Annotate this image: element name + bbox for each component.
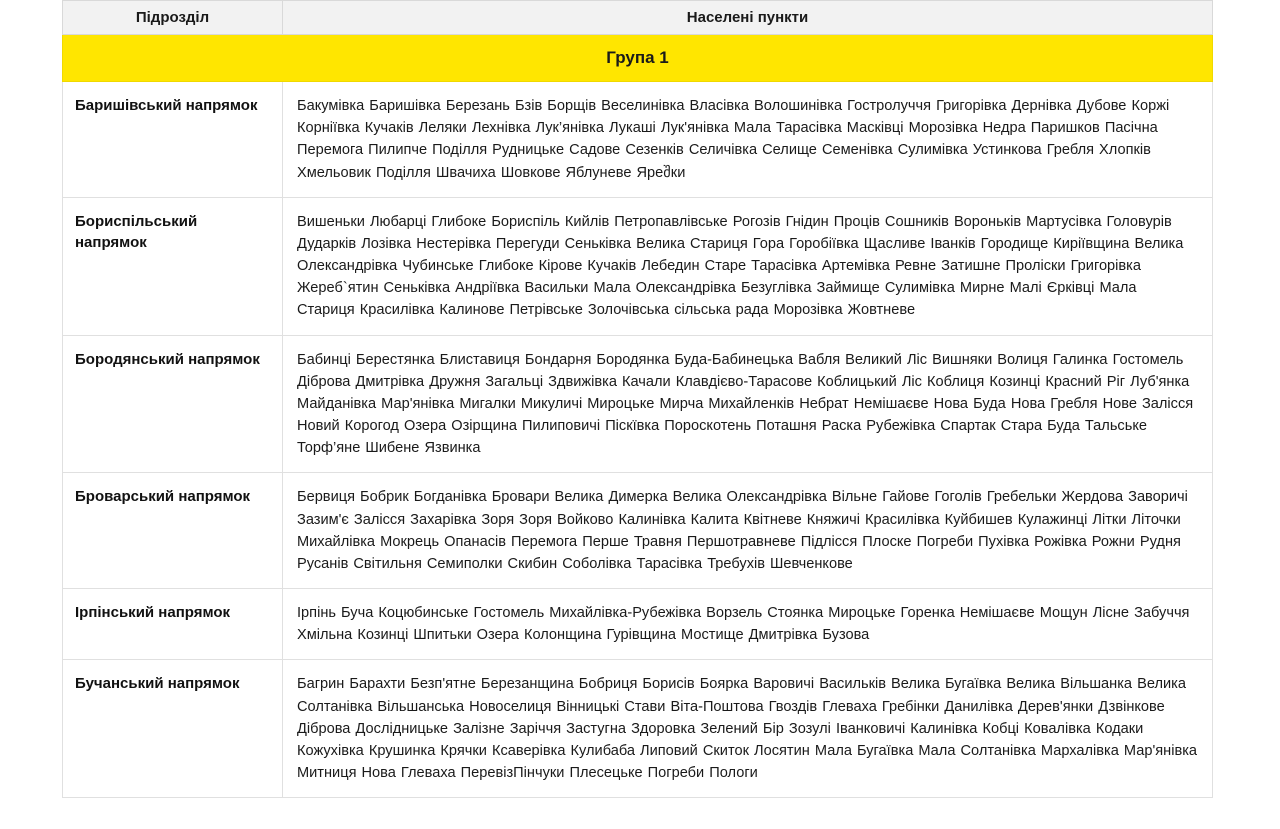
table-row — [63, 335, 1213, 473]
table-row — [63, 473, 1213, 589]
group-banner-row — [63, 35, 1213, 82]
table-header-row — [63, 1, 1213, 35]
unit-name: Броварський напрямок — [63, 473, 283, 589]
settlements-list: Бервиця Бобрик Богданівка Бровари Велика Димерка Велика Олександрівка Вільне Гайове Гоголів Гребельки Жердова Заворичі Зазим'є Залісся Захарівка Зоря Зоря Войково Калинівка Калита Квітневе Княжичі Красилівка Куйбишев Кулажинці Літки Літочки Михайлівка Мокрець Опанасів Перемога Перше Травня Першотравневе Підлісся Плоске Погреби Пухівка Рожівка Рожни Рудня Русанів Світильня Семиполки Скибин Соболівка Тарасівка Требухів Шевченкове — [283, 473, 1213, 589]
table-row — [63, 197, 1213, 335]
unit-name: Бородянський напрямок — [63, 335, 283, 473]
settlements-list: Ірпінь Буча Коцюбинське Гостомель Михайлівка-Рубежівка Ворзель Стоянка Мироцьке Горенка Немішаєве Мощун Лісне Забуччя Хмільна Козинці Шпитьки Озера Колонщина Гурівщина Мостище Дмитрівка Бузова — [283, 589, 1213, 660]
settlements-list: Бакумівка Баришівка Березань Бзів Борщів Веселинівка Власівка Волошинівка Гостролуччя Григорівка Дернівка Дубове Коржі Корніївка Кучаків Леляки Лехнівка Лук’янівка Лукаші Лук'янівка Мала Тарасівка Масківці Морозівка Недра Паришков Пасічна Перемога Пилипче Поділля Рудницьке Садове Сезенків Селичівка Селище Семенівка Сулимівка Устинкова Гребля Хлопків Хмельовик Поділля Швачиха Шовкове Яблуневе Яреშки — [283, 82, 1213, 198]
table-body — [63, 35, 1213, 798]
unit-name: Бучанський напрямок — [63, 660, 283, 798]
column-header-places: Населені пункти — [283, 1, 1213, 35]
table-row — [63, 660, 1213, 798]
group-banner-label: Група 1 — [63, 35, 1213, 82]
table-row — [63, 589, 1213, 660]
table-header — [63, 1, 1213, 35]
table-row — [63, 82, 1213, 198]
unit-name: Бориспільський напрямок — [63, 197, 283, 335]
settlements-table — [62, 0, 1213, 798]
settlements-list: Бабинці Берестянка Блиставиця Бондарня Бородянка Буда-Бабинецька Вабля Великий Ліс Вишняки Волиця Галинка Гостомель Діброва Дмитрівка Дружня Загальці Здвижівка Качали Клавдієво-Тарасове Коблицький Ліс Коблиця Козинці Красний Ріг Луб'янка Майданівка Мар'янівка Мигалки Микуличі Мироцьке Мирча Михайленків Небрат Немішаєве Нова Буда Нова Гребля Нове Залісся Новий Корогод Озера Озірщина Пилиповичі Піскївка Пороскотень Поташня Раска Рубежівка Спартак Стара Буда Тальське Торф’яне Шибене Язвинка — [283, 335, 1213, 473]
unit-name: Баришівський напрямок — [63, 82, 283, 198]
settlements-list: Багрин Барахти Безп'ятне Березанщина Бобриця Борисів Боярка Варовичі Васильків Велика Бугаївка Велика Вільшанка Велика Солтанівка Вільшанська Новоселиця Вінницькі Стави Віта-Поштова Гвоздів Глеваха Гребінки Данилівка Дерев'янки Дзвінкове Діброва Дослідницьке Залізне Заріччя Застугна Здоровка Зелений Бір Зозулі Іванковичі Калинівка Кобці Ковалівка Кодаки Кожухівка Крушинка Крячки Ксаверівка Кулибаба Липовий Скиток Лосятин Мала Бугаївка Мала Солтанівка Мархалівка Мар'янівка Митниця Нова Глеваха ПеревізПінчуки Плесецьке Погреби Пологи — [283, 660, 1213, 798]
unit-name: Ірпінський напрямок — [63, 589, 283, 660]
column-header-unit: Підрозділ — [63, 1, 283, 35]
settlements-list: Вишеньки Любарці Глибоке Бориспіль Кийлів Петропавлівське Рогозів Гнідин Проців Сошників Вороньків Мартусівка Головурів Дударків Лозівка Нестерівка Перегуди Сеньківка Велика Стариця Гора Горобіївка Щасливе Іванків Городище Киріївщина Велика Олександрівка Чубинське Глибоке Кірове Кучаків Лебедин Старе Тарасівка Артемівка Ревне Затишне Проліски Григорівка Жереб`ятин Сеньківка Андріївка Васильки Мала Олександрівка Безуглівка Займище Сулимівка Мирне Малі Єрківці Мала Стариця Красилівка Калинове Петрівське Золочівська сільська рада Морозівка Жовтневе — [283, 197, 1213, 335]
